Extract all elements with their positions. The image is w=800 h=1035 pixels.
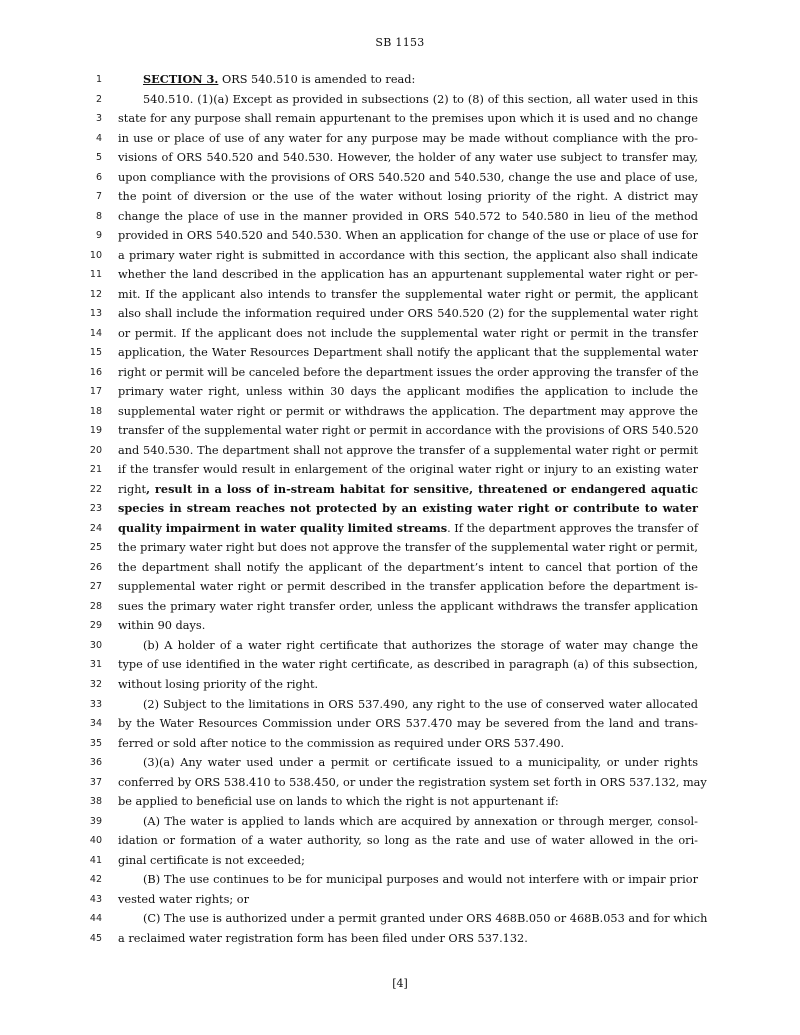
line-number: 40 (89, 835, 102, 847)
line-number: 2 (95, 93, 102, 105)
bold-text-segment: , result in a loss of in-stream habitat for sensitive, threatened or endangered aquatic (146, 481, 698, 496)
line-text (118, 226, 698, 246)
line-number: 34 (89, 718, 102, 730)
document-line (0, 207, 800, 227)
text-segment: (b) A holder of a water right certificate that authorizes the storage of water may change the (143, 638, 698, 652)
line-text (118, 831, 698, 851)
text-segment: primary water right, unless within 30 days the applicant modifies the application to include the (118, 385, 698, 399)
document-body (0, 70, 800, 948)
line-text (118, 324, 698, 344)
text-segment: (3)(a) Any water used under a permit or certificate issued to a municipality, or under rights (143, 756, 698, 770)
text-segment: upon compliance with the provisions of ORS 540.520 and 540.530, change the use and place of use, (118, 170, 698, 184)
text-segment: mit. If the applicant also intends to transfer the supplemental water right or permit, the applicant (118, 287, 698, 301)
text-segment: (A) The water is applied to lands which are acquired by annexation or through merger, consol- (143, 814, 698, 828)
text-segment: (C) The use is authorized under a permit granted under ORS 468B.050 or 468B.053 and for which (143, 912, 708, 926)
line-number: 19 (89, 425, 102, 437)
text-segment: and 540.530. The department shall not approve the transfer of a supplemental water right or permit (118, 443, 698, 457)
bold-text-segment: SECTION 3. (143, 72, 219, 86)
text-segment: provided in ORS 540.520 and 540.530. When an application for change of the use or place of use for (118, 229, 698, 243)
line-text (118, 343, 698, 363)
text-segment: supplemental water right or permit or withdraws the application. The department may approve the (118, 404, 698, 418)
line-number: 3 (95, 113, 102, 125)
line-text (118, 714, 698, 734)
line-number: 42 (89, 874, 102, 886)
line-text (143, 753, 698, 773)
line-text (118, 499, 698, 519)
text-segment: a primary water right is submitted in accordance with this section, the applicant also shall indicate (118, 248, 698, 262)
line-text (118, 929, 698, 949)
document-line (0, 734, 800, 754)
document-line (0, 246, 800, 266)
text-segment: the primary water right but does not approve the transfer of the supplemental water right or permit, (118, 541, 698, 555)
document-line (0, 109, 800, 129)
text-segment: whether the land described in the application has an appurtenant supplemental water right or per- (118, 268, 698, 282)
line-text (118, 207, 698, 227)
line-number: 39 (89, 815, 102, 827)
line-text (118, 265, 698, 285)
line-text (143, 909, 708, 929)
text-segment: or permit. If the applicant does not include the supplemental water right or permit in the transfer (118, 326, 698, 340)
document-line (0, 499, 800, 519)
line-text (118, 890, 698, 910)
line-text (118, 675, 698, 695)
line-text (118, 363, 698, 383)
text-segment: vested water rights; or (118, 892, 249, 906)
line-number: 20 (89, 444, 102, 456)
line-text (143, 70, 698, 90)
document-line (0, 831, 800, 851)
line-number: 31 (89, 659, 102, 671)
document-line (0, 929, 800, 949)
line-number: 10 (89, 249, 102, 261)
line-text (118, 460, 698, 480)
line-number: 45 (89, 932, 102, 944)
line-text (118, 285, 698, 305)
text-segment: by the Water Resources Commission under ORS 537.470 may be severed from the land and trans- (118, 717, 698, 731)
line-number: 18 (89, 405, 102, 417)
line-text (118, 734, 698, 754)
text-segment: be applied to beneficial use on lands to which the right is not appurtenant if: (118, 795, 559, 809)
line-text (118, 616, 698, 636)
line-text (118, 168, 698, 188)
line-number: 26 (89, 561, 102, 573)
line-number: 7 (95, 191, 102, 203)
document-line (0, 616, 800, 636)
document-line (0, 265, 800, 285)
text-segment: state for any purpose shall remain appurtenant to the premises upon which it is used and no change (118, 112, 698, 126)
document-line (0, 812, 800, 832)
document-line (0, 577, 800, 597)
line-number: 13 (89, 308, 102, 320)
line-number: 24 (89, 522, 102, 534)
line-text (118, 597, 698, 617)
text-segment: without losing priority of the right. (118, 677, 319, 691)
document-line (0, 558, 800, 578)
line-number: 33 (89, 698, 102, 710)
page-header-bill-number: SB 1153 (375, 36, 425, 49)
document-line (0, 480, 800, 500)
document-line (0, 597, 800, 617)
document-line (0, 363, 800, 383)
line-number: 32 (89, 678, 102, 690)
text-segment: also shall include the information required under ORS 540.520 (2) for the supplemental water right (118, 307, 698, 321)
document-line (0, 187, 800, 207)
text-segment: within 90 days. (118, 619, 206, 633)
line-number: 14 (89, 327, 102, 339)
line-number: 16 (89, 366, 102, 378)
line-text (143, 870, 698, 890)
text-segment: ferred or sold after notice to the commission as required under ORS 537.490. (118, 736, 565, 750)
document-line (0, 636, 800, 656)
text-segment: right (118, 482, 147, 496)
document-line (0, 909, 800, 929)
line-number: 23 (89, 503, 102, 515)
line-number: 27 (89, 581, 102, 593)
text-segment: application, the Water Resources Department shall notify the applicant that the supplemental water (118, 346, 698, 360)
document-line (0, 753, 800, 773)
document-line (0, 168, 800, 188)
line-number: 22 (89, 483, 102, 495)
text-segment: (B) The use continues to be for municipal purposes and would not interfere with or impair prior (143, 873, 698, 887)
document-line (0, 538, 800, 558)
line-text (143, 695, 698, 715)
document-line (0, 460, 800, 480)
document-line (0, 90, 800, 110)
document-line (0, 382, 800, 402)
text-segment: the point of diversion or the use of the water without losing priority of the right. A district may (118, 190, 698, 204)
line-number: 25 (89, 542, 102, 554)
line-number: 4 (95, 132, 102, 144)
text-segment: conferred by ORS 538.410 to 538.450, or under the registration system set forth in ORS 537.132, may (118, 775, 707, 789)
line-number: 41 (89, 854, 102, 866)
line-text (118, 148, 698, 168)
line-text (118, 109, 698, 129)
text-segment: sues the primary water right transfer order, unless the applicant withdraws the transfer application (118, 599, 698, 613)
line-number: 35 (89, 737, 102, 749)
line-number: 43 (89, 893, 102, 905)
line-text (118, 655, 698, 675)
line-number: 29 (89, 620, 102, 632)
line-text (118, 792, 698, 812)
line-text (118, 129, 698, 149)
text-segment: type of use identified in the water right certificate, as described in paragraph (a) of this subsection, (118, 658, 698, 672)
document-line (0, 129, 800, 149)
document-line (0, 70, 800, 90)
line-text (118, 480, 698, 500)
line-number: 11 (89, 269, 102, 281)
document-line (0, 675, 800, 695)
line-text (143, 90, 698, 110)
line-text (118, 851, 698, 871)
line-number: 12 (89, 288, 102, 300)
text-segment: the department shall notify the applicant of the department’s intent to cancel that portion of the (118, 560, 698, 574)
line-text (118, 304, 698, 324)
line-number: 5 (95, 152, 102, 164)
line-text (118, 441, 698, 461)
bold-text-segment: quality impairment in water quality limited streams (118, 520, 448, 535)
text-segment: 540.510. (1)(a) Except as provided in subsections (2) to (8) of this section, all water used in this (143, 92, 698, 106)
line-text (118, 187, 698, 207)
line-text (118, 558, 698, 578)
line-number: 8 (95, 210, 102, 222)
line-text (118, 382, 698, 402)
text-segment: ginal certificate is not exceeded; (118, 853, 305, 867)
text-segment: . If the department approves the transfer of (447, 521, 698, 535)
bold-text-segment: species in stream reaches not protected by an existing water right or contribute to water (118, 501, 698, 516)
line-text (118, 577, 698, 597)
line-number: 36 (89, 757, 102, 769)
line-text (118, 773, 707, 793)
line-number: 1 (95, 74, 102, 85)
document-line (0, 870, 800, 890)
document-line (0, 324, 800, 344)
line-text (118, 538, 698, 558)
document-line (0, 304, 800, 324)
line-text (143, 636, 698, 656)
text-segment: right or permit will be canceled before the department issues the order approving the transfer of the (118, 365, 699, 379)
line-number: 37 (89, 776, 102, 788)
document-line (0, 226, 800, 246)
line-number: 30 (89, 639, 102, 651)
line-text (143, 812, 698, 832)
document-line (0, 402, 800, 422)
text-segment: supplemental water right or permit described in the transfer application before the department is- (118, 580, 698, 594)
line-number: 15 (89, 347, 102, 359)
document-line (0, 773, 800, 793)
line-number: 17 (89, 386, 102, 398)
text-segment: in use or place of use of any water for any purpose may be made without compliance with the pro- (118, 131, 698, 145)
line-number: 6 (95, 171, 102, 183)
text-segment: (2) Subject to the limitations in ORS 537.490, any right to the use of conserved water allocated (143, 697, 698, 711)
document-line (0, 792, 800, 812)
text-segment: a reclaimed water registration form has been filed under ORS 537.132. (118, 931, 528, 945)
document-line (0, 343, 800, 363)
document-line (0, 421, 800, 441)
document-line (0, 441, 800, 461)
document-line (0, 519, 800, 539)
document-line (0, 148, 800, 168)
document-line (0, 695, 800, 715)
text-segment: ORS 540.510 is amended to read: (218, 73, 416, 86)
document-line (0, 851, 800, 871)
text-segment: if the transfer would result in enlargement of the original water right or injury to an existing water (118, 463, 698, 477)
line-text (118, 246, 698, 266)
line-number: 28 (89, 600, 102, 612)
document-line (0, 890, 800, 910)
line-number: 44 (89, 913, 102, 925)
document-line (0, 285, 800, 305)
text-segment: visions of ORS 540.520 and 540.530. However, the holder of any water use subject to transfer may, (118, 151, 698, 165)
text-segment: idation or formation of a water authority, so long as the rate and use of water allowed in the ori- (118, 834, 698, 848)
text-segment: transfer of the supplemental water right or permit in accordance with the provisions of ORS 540.520 (118, 424, 699, 438)
line-text (118, 402, 698, 422)
line-text (118, 519, 698, 539)
line-number: 9 (95, 230, 102, 242)
line-number: 38 (89, 796, 102, 808)
document-line (0, 655, 800, 675)
text-segment: change the place of use in the manner provided in ORS 540.572 to 540.580 in lieu of the method (118, 209, 698, 223)
line-text (118, 421, 698, 441)
line-number: 21 (89, 464, 102, 476)
document-line (0, 714, 800, 734)
page-number: [4] (392, 977, 408, 990)
